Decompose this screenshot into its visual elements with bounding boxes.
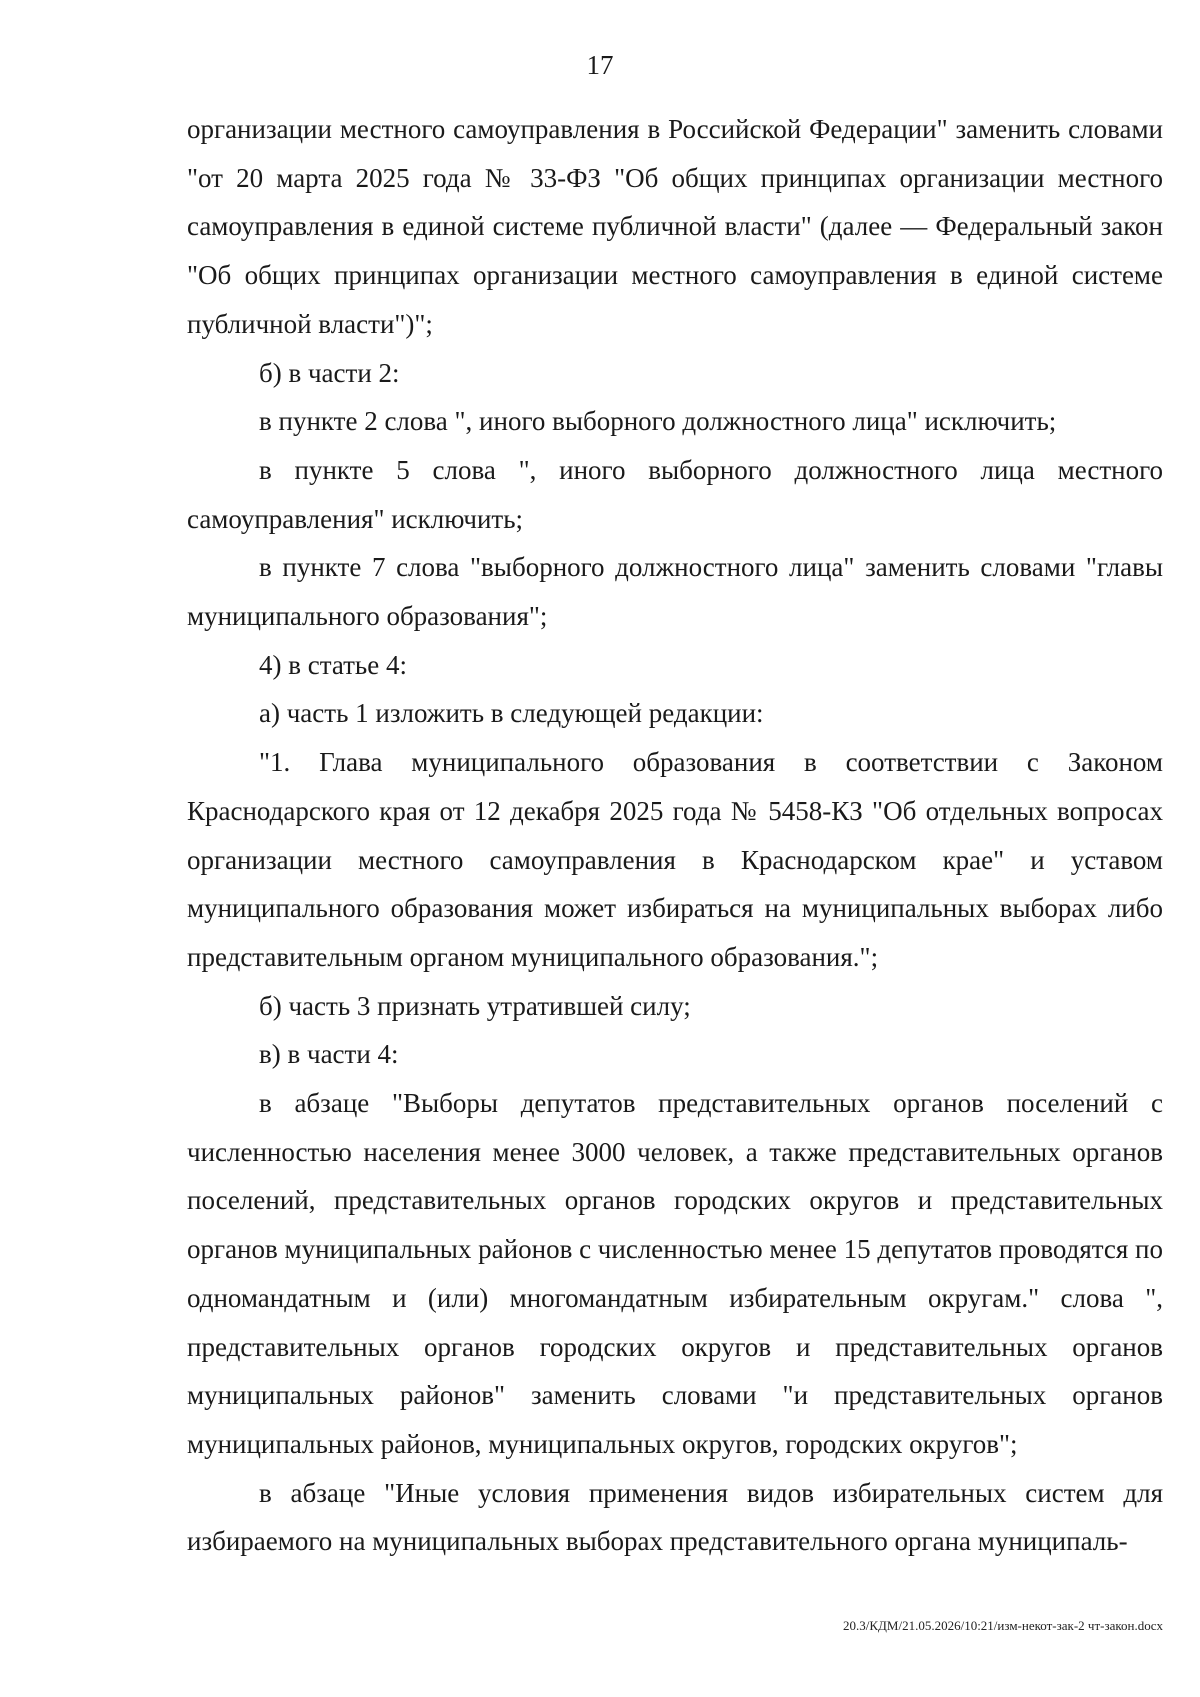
paragraph-part-2: б) в части 2:: [259, 357, 400, 388]
paragraph-part-1-heading: а) часть 1 изложить в следующей редакции:: [259, 698, 764, 729]
paragraph-abzac-elections: в абзаце "Выборы депутатов представительных органов поселений с численностью населения менее 3000 человек, а также представительных органов поселений, представительных органов городских округов и представительных органов муниципальных районов с численностью менее 15 депутатов проводятся по одномандатным и (или) многомандатным избирательным округам." слова ", представительных органов городских округов и представительных органов муниципальных районов" заменить словами "и представительных органов муниципальных районов, муниципальных округов, городских округов";: [187, 1088, 1163, 1459]
paragraph-item-5: в пункте 5 слова ", иного выборного должностного лица местного самоуправления" исключить;: [187, 454, 1163, 534]
paragraph-item-2: в пункте 2 слова ", иного выборного должностного лица" исключить;: [259, 406, 1057, 437]
page-number: 17: [586, 50, 614, 80]
paragraph-part-3: б) часть 3 признать утратившей силу;: [259, 990, 691, 1021]
paragraph-article-4: 4) в статье 4:: [259, 649, 407, 680]
document-body: [187, 105, 1163, 1566]
paragraph-part-1-text: "1. Глава муниципального образования в соответствии с Законом Краснодарского края от 12 декабря 2025 года № 5458-КЗ "Об отдельных вопросах организации местного самоуправления в Краснодарском крае" и уставом муниципального образования может избираться на муниципальных выборах либо представительным органом муниципального образования.";: [187, 747, 1163, 972]
paragraph-item-7: в пункте 7 слова "выборного должностного лица" заменить словами "главы муниципального образования";: [187, 552, 1163, 632]
footer-file-stamp: 20.3/КДМ/21.05.2026/10:21/изм-некот-зак-2 чт-закон.docx: [843, 1618, 1163, 1633]
paragraph-continuation: организации местного самоуправления в Российской Федерации" заменить словами "от 20 марта 2025 года № 33-ФЗ "Об общих принципах организации местного самоуправления в единой системе публичной власти" (далее — Федеральный закон "Об общих принципах организации местного самоуправления в единой системе публичной власти")";: [187, 114, 1163, 339]
paragraph-part-4: в) в части 4:: [259, 1039, 399, 1070]
paragraph-abzac-conditions: в абзаце "Иные условия применения видов избирательных систем для избираемого на муниципальных выборах представительного органа муниципаль-: [187, 1477, 1163, 1557]
